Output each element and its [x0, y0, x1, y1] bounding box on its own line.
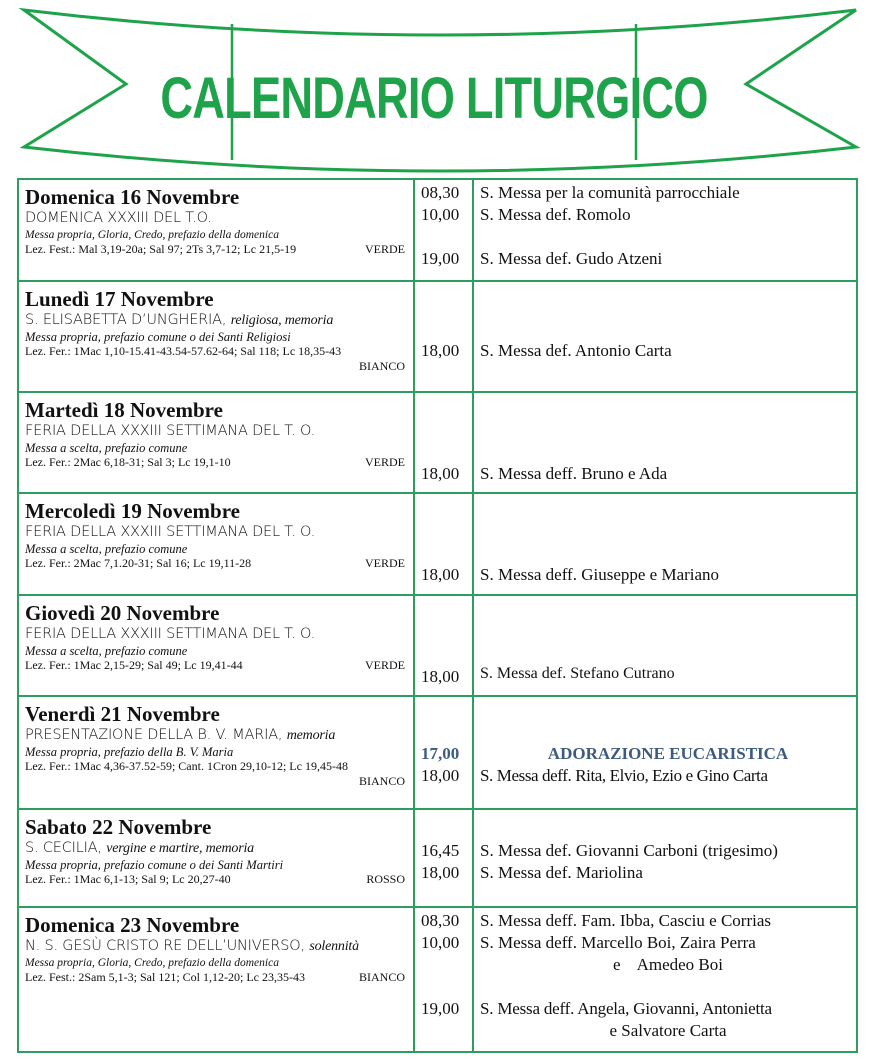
day-info-cell: [18, 179, 414, 281]
table-row: [18, 595, 857, 696]
intentions-cell: [473, 595, 857, 696]
intentions-cell: [473, 809, 857, 907]
intentions-cell: [473, 392, 857, 493]
readings: Lez. Fer.: 1Mac 1,10-15.41-43.54-57.62-64; Sal 118; Lc 18,35-43: [25, 344, 342, 358]
day-info-cell: [18, 493, 414, 595]
table-row: [18, 392, 857, 493]
readings-line: [19, 455, 413, 470]
feast-title: FERIA DELLA XXXIII SETTIMANA DEL T. O.: [25, 423, 316, 439]
mass-time: 08,30: [421, 911, 460, 930]
mass-intention: S. Messa def. Giovanni Carboni (trigesimo): [480, 841, 778, 860]
mass-time: 18,00: [421, 565, 460, 584]
readings-line: [19, 658, 413, 673]
times-cell: [414, 595, 473, 696]
times-cell: [414, 809, 473, 907]
mass-intention-continued: e Salvatore Carta: [609, 1021, 727, 1040]
rite-note: Messa propria, Gloria, Credo, prefazio della domenica: [25, 957, 279, 969]
mass-intention: S. Messa deff. Giuseppe e Mariano: [480, 565, 720, 584]
times-cell: [414, 493, 473, 595]
readings-line: [19, 872, 413, 887]
feast-line: [19, 937, 413, 956]
day-date: Martedì 18 Novembre: [25, 398, 223, 422]
table-row: [18, 907, 857, 1052]
mass-intention-continued: e Amedeo Boi: [612, 955, 723, 974]
mass-time: 18,00: [421, 341, 460, 360]
intentions-cell: [473, 281, 857, 392]
mass-intention: S. Messa def. Romolo: [480, 205, 631, 224]
day-date: Lunedì 17 Novembre: [25, 287, 214, 311]
readings-line: [19, 242, 413, 257]
feast-note: solennità: [309, 939, 359, 954]
adoration-label: ADORAZIONE EUCARISTICA: [547, 744, 789, 763]
feast-title: DOMENICA XXXIII DEL T.O.: [25, 210, 212, 226]
feast-note: religiosa, memoria: [230, 313, 334, 328]
mass-intention: S. Messa deff. Fam. Ibba, Casciu e Corrias: [480, 911, 771, 930]
mass-intention: S. Messa deff. Angela, Giovanni, Antonietta: [480, 999, 772, 1018]
mass-time: 19,00: [421, 249, 460, 268]
day-date: Venerdì 21 Novembre: [25, 702, 220, 726]
mass-intention: S. Messa def. Antonio Carta: [480, 341, 672, 360]
feast-line: [19, 839, 413, 858]
times-cell: [414, 696, 473, 809]
day-date: Sabato 22 Novembre: [25, 815, 212, 839]
day-date: Domenica 23 Novembre: [25, 913, 240, 937]
mass-time: 16,45: [421, 841, 460, 860]
intentions-cell: [473, 696, 857, 809]
mass-intention: S. Messa per la comunità parrocchiale: [480, 183, 740, 202]
feast-title: FERIA DELLA XXXIII SETTIMANA DEL T. O.: [25, 626, 316, 642]
feast-line: [19, 311, 413, 330]
liturgical-color: BIANCO: [358, 359, 405, 373]
readings: Lez. Fer.: 1Mac 2,15-29; Sal 49; Lc 19,41-44: [25, 658, 243, 672]
table-row: [18, 179, 857, 281]
liturgical-color: BIANCO: [358, 774, 405, 788]
mass-time: 19,00: [421, 999, 460, 1018]
day-info-cell: [18, 392, 414, 493]
calendar-table: [17, 178, 858, 1053]
page-title: CALENDARIO LITURGICO: [160, 65, 708, 131]
feast-title: S. ELISABETTA D’UNGHERIA,: [25, 312, 227, 328]
mass-intention: S. Messa def. Gudo Atzeni: [480, 249, 663, 268]
rite-note: Messa a scelta, prefazio comune: [25, 542, 188, 556]
liturgical-color: VERDE: [365, 556, 405, 570]
day-info-cell: [18, 281, 414, 392]
times-cell: [414, 392, 473, 493]
mass-time: 18,00: [421, 766, 460, 785]
feast-title: S. CECILIA,: [25, 840, 102, 856]
rite-note: Messa a scelta, prefazio comune: [25, 441, 188, 455]
rite-note: Messa propria, prefazio della B. V. Maria: [25, 745, 234, 759]
readings-line: [19, 344, 413, 359]
mass-time: 18,00: [421, 863, 460, 882]
day-date: Domenica 16 Novembre: [25, 185, 240, 209]
readings: Lez. Fer.: 1Mac 6,1-13; Sal 9; Lc 20,27-40: [25, 872, 231, 886]
mass-intention: S. Messa deff. Bruno e Ada: [480, 464, 668, 483]
feast-title: N. S. GESÙ CRISTO RE DELL’UNIVERSO,: [25, 938, 305, 954]
readings-line: [19, 759, 413, 774]
mass-time: 18,00: [421, 667, 460, 686]
liturgical-color: VERDE: [365, 242, 405, 256]
mass-intention: S. Messa deff. Marcello Boi, Zaira Perra: [480, 933, 756, 952]
readings-line: [19, 556, 413, 571]
feast-note: vergine e martire, memoria: [106, 841, 254, 856]
intentions-cell: [473, 179, 857, 281]
mass-time: 10,00: [421, 933, 460, 952]
readings: Lez. Fer.: 1Mac 4,36-37.52-59; Cant. 1Cron 29,10-12; Lc 19,45-48: [25, 759, 348, 773]
times-cell: [414, 907, 473, 1052]
table-row: [18, 281, 857, 392]
adoration-time: 17,00: [421, 744, 460, 763]
rite-note: Messa propria, Gloria, Credo, prefazio della domenica: [25, 229, 279, 241]
day-info-cell: [18, 907, 414, 1052]
readings-line: [19, 970, 413, 985]
readings: Lez. Fest.: 2Sam 5,1-3; Sal 121; Col 1,12-20; Lc 23,35-43: [25, 970, 305, 984]
times-cell: [414, 179, 473, 281]
mass-intention: S. Messa deff. Rita, Elvio, Ezio e Gino Carta: [480, 766, 768, 785]
table-row: [18, 696, 857, 809]
table-row: [18, 809, 857, 907]
mass-intention: S. Messa def. Stefano Cutrano: [480, 665, 675, 682]
table-row: [18, 493, 857, 595]
intentions-cell: [473, 907, 857, 1052]
day-info-cell: [18, 595, 414, 696]
day-date: Giovedì 20 Novembre: [25, 601, 220, 625]
times-cell: [414, 281, 473, 392]
readings: Lez. Fer.: 2Mac 7,1.20-31; Sal 16; Lc 19,11-28: [25, 556, 252, 570]
liturgical-color: VERDE: [365, 658, 405, 672]
feast-note: memoria: [286, 728, 336, 743]
liturgical-color: VERDE: [365, 455, 405, 469]
readings: Lez. Fer.: 2Mac 6,18-31; Sal 3; Lc 19,1-10: [25, 455, 231, 469]
rite-note: Messa propria, prefazio comune o dei Santi Martiri: [25, 858, 284, 872]
mass-time: 08,30: [421, 183, 460, 202]
day-info-cell: [18, 809, 414, 907]
liturgical-color: BIANCO: [358, 970, 405, 984]
rite-note: Messa propria, prefazio comune o dei Santi Religiosi: [25, 330, 291, 344]
feast-title: PRESENTAZIONE DELLA B. V. MARIA,: [25, 727, 283, 743]
title-banner: [0, 0, 880, 175]
liturgical-color: ROSSO: [366, 872, 405, 886]
day-info-cell: [18, 696, 414, 809]
rite-note: Messa a scelta, prefazio comune: [25, 644, 188, 658]
feast-title: FERIA DELLA XXXIII SETTIMANA DEL T. O.: [25, 524, 316, 540]
mass-time: 10,00: [421, 205, 460, 224]
mass-time: 18,00: [421, 464, 460, 483]
day-date: Mercoledì 19 Novembre: [25, 499, 240, 523]
intentions-cell: [473, 493, 857, 595]
feast-line: [19, 726, 413, 745]
readings: Lez. Fest.: Mal 3,19-20a; Sal 97; 2Ts 3,7-12; Lc 21,5-19: [25, 242, 297, 256]
mass-intention: S. Messa def. Mariolina: [480, 863, 643, 882]
